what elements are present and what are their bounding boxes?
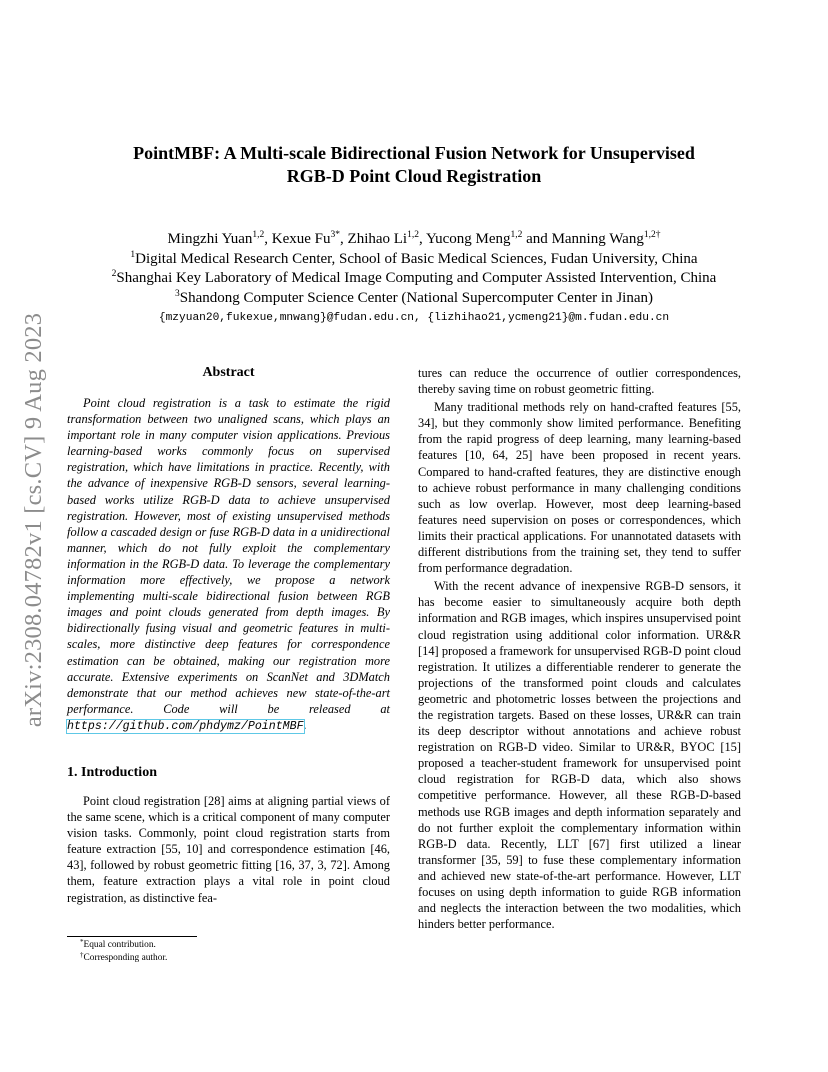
introduction-paragraph-3: With the recent advance of inexpensive RGB-D sensors, it has become easier to simultaneously acquire both depth information and RGB images, which inspires unsupervised point cloud registration using additional color information. UR&R [14] proposed a framework for unsupervised RGB-D point cloud registration. It utilizes a differentiable renderer to generate the projections of the transformed point clouds and calculates geometric and photometric losses between the projections and the registration targets. Based on these losses, UR&R can train its deep descriptor without annotations and achieve robust registration on RGB-D video. Similar to UR&R, BYOC [15] proposed a teacher-student framework for unsupervised point cloud registration for RGB-D data, which also shows competitive performance. However, all these RGB-D-based methods use RGB images and depth information separately and do not further exploit the complementary information within RGB-D data. Recently, LLT [67] first utilized a linear transformer [35, 59] to fuse these complementary information and achieved new state-of-the-art performance. However, LLT focuses on using depth information to guide RGB information and neglects the interaction between the two modalities, which hinders better performance. (418, 579, 741, 932)
paper-title (60, 142, 768, 188)
footnote-mark: † (80, 951, 84, 960)
footnote-text: Corresponding author. (83, 953, 168, 964)
affiliation-mark: 3 (175, 288, 180, 299)
author-name: Kexue Fu (271, 231, 331, 247)
affiliation-mark: 2 (111, 269, 117, 279)
title-line-2: RGB-D Point Cloud Registration (286, 166, 542, 186)
right-column (418, 365, 741, 934)
footnote-divider (67, 936, 197, 937)
affiliation-text: Shanghai Key Laboratory of Medical Image Computing and Computer Assisted Intervention, China (116, 270, 717, 286)
introduction-paragraph-1-continued: tures can reduce the occurrence of outlier correspondences, thereby saving time on robust geometric fitting. (418, 366, 741, 397)
author-affiliation-mark: 1,2 (510, 230, 523, 240)
author-list: Mingzhi Yuan$^{1,2}$, Kexue $Fu^{3*}$, Zhihao Li$^{1,2}$, Yucong Meng$^{1,2}$ and Manning Wang$^{1,2\dagger}$ (167, 230, 661, 247)
author-name: Manning Wang (551, 231, 644, 247)
abstract-end: . (303, 717, 307, 732)
author-name: Mingzhi Yuan (167, 231, 253, 247)
affiliation-mark: 1 (130, 249, 136, 260)
arxiv-identifier-text: arXiv:2308.04782v1 [cs.CV] 9 Aug 2023 (20, 312, 47, 728)
footnote-equal-contribution (80, 939, 167, 952)
author-affiliation-mark: 3* (330, 230, 341, 240)
footnote-mark: * (80, 938, 84, 946)
abstract-heading: Abstract (202, 365, 255, 380)
affiliation-text: Shandong Computer Science Center (National Supercomputer Center in Jinan) (179, 289, 653, 306)
author-block (40, 230, 788, 308)
affiliation-1 (40, 250, 788, 270)
introduction-paragraph-2: Many traditional methods rely on hand-crafted features [55, 34], but they commonly show limited performance. Benefiting from the rapid progress of deep learning, many learning-based features [10, 64, 25] have been proposed in recent years. Compared to hand-crafted features, they are distinctive enough to achieve robust performance in many challenging conditions such as low overlap. However, most deep learning-based features need supervision on poses or correspondences, which limits their practical applications. For unannotated datasets with different distributions from the training set, they tend to suffer from performance degradation. (418, 400, 741, 576)
author-affiliation-mark: 1,2 (407, 230, 419, 240)
author-conjunction: and (526, 231, 548, 247)
author-name: Zhihao Li (347, 231, 408, 247)
introduction-paragraph-1: Point cloud registration [28] aims at aligning partial views of the same scene, which is a critical component of many computer vision tasks. Commonly, point cloud registration starts from feature extraction [55, 10] and correspondence estimation [46, 43], followed by robust geometric fitting [16, 37, 3, 72]. Among them, feature extraction plays a vital role in point cloud registration, as distinctive fea- (67, 793, 390, 905)
author-name: Yucong Meng (425, 231, 511, 247)
affiliation-text: Digital Medical Research Center, School of Basic Medical Sciences, Fudan University, China (135, 250, 698, 267)
affiliation-2 (40, 269, 788, 289)
introduction-heading: 1. Introduction (67, 764, 157, 780)
footnote-text: Equal contribution. (83, 940, 156, 950)
author-affiliation-mark: 1,2† (643, 230, 661, 240)
affiliation-3 (40, 289, 788, 309)
footnote-corresponding-author (80, 952, 167, 965)
author-emails: {mzyuan20,fukexue,mnwang}@fudan.edu.cn, {lizhihao21,ycmeng21}@m.fudan.edu.cn (158, 312, 670, 324)
code-link[interactable]: https://github.com/phdymz/PointMBF (67, 719, 304, 733)
footnotes (80, 939, 167, 965)
abstract-text (67, 395, 390, 735)
title-line-1: PointMBF: A Multi-scale Bidirectional Fusion Network for Unsupervised (133, 143, 695, 163)
left-column (67, 365, 390, 908)
arxiv-identifier-stamp (22, 288, 46, 752)
abstract-body: Point cloud registration is a task to estimate the rigid transformation between two unaligned scans, which plays an important role in many computer vision applications. Previous learning-based works commonly focus on supervised registration, which have limitations in practice. Recently, with the advance of inexpensive RGB-D sensors, several learning-based works utilize RGB-D data to achieve unsupervised registration. However, most of existing unsupervised methods follow a cascaded design or fuse RGB-D data in a unidirectional manner, which do not fully exploit the complementary information in the RGB-D data. To leverage the complementary information more effectively, we propose a network implementing multi-scale bidirectional fusion between RGB images and point clouds generated from depth images. By bidirectionally fusing visual and geometric features in multi-scales, more distinctive deep features for correspondence estimation can be obtained, making our registration more accurate. Extensive experiments on ScanNet and 3DMatch demonstrate that our method achieves new state-of-the-art performance. Code will be released at (67, 396, 390, 716)
author-affiliation-mark: 1,2 (252, 230, 265, 240)
